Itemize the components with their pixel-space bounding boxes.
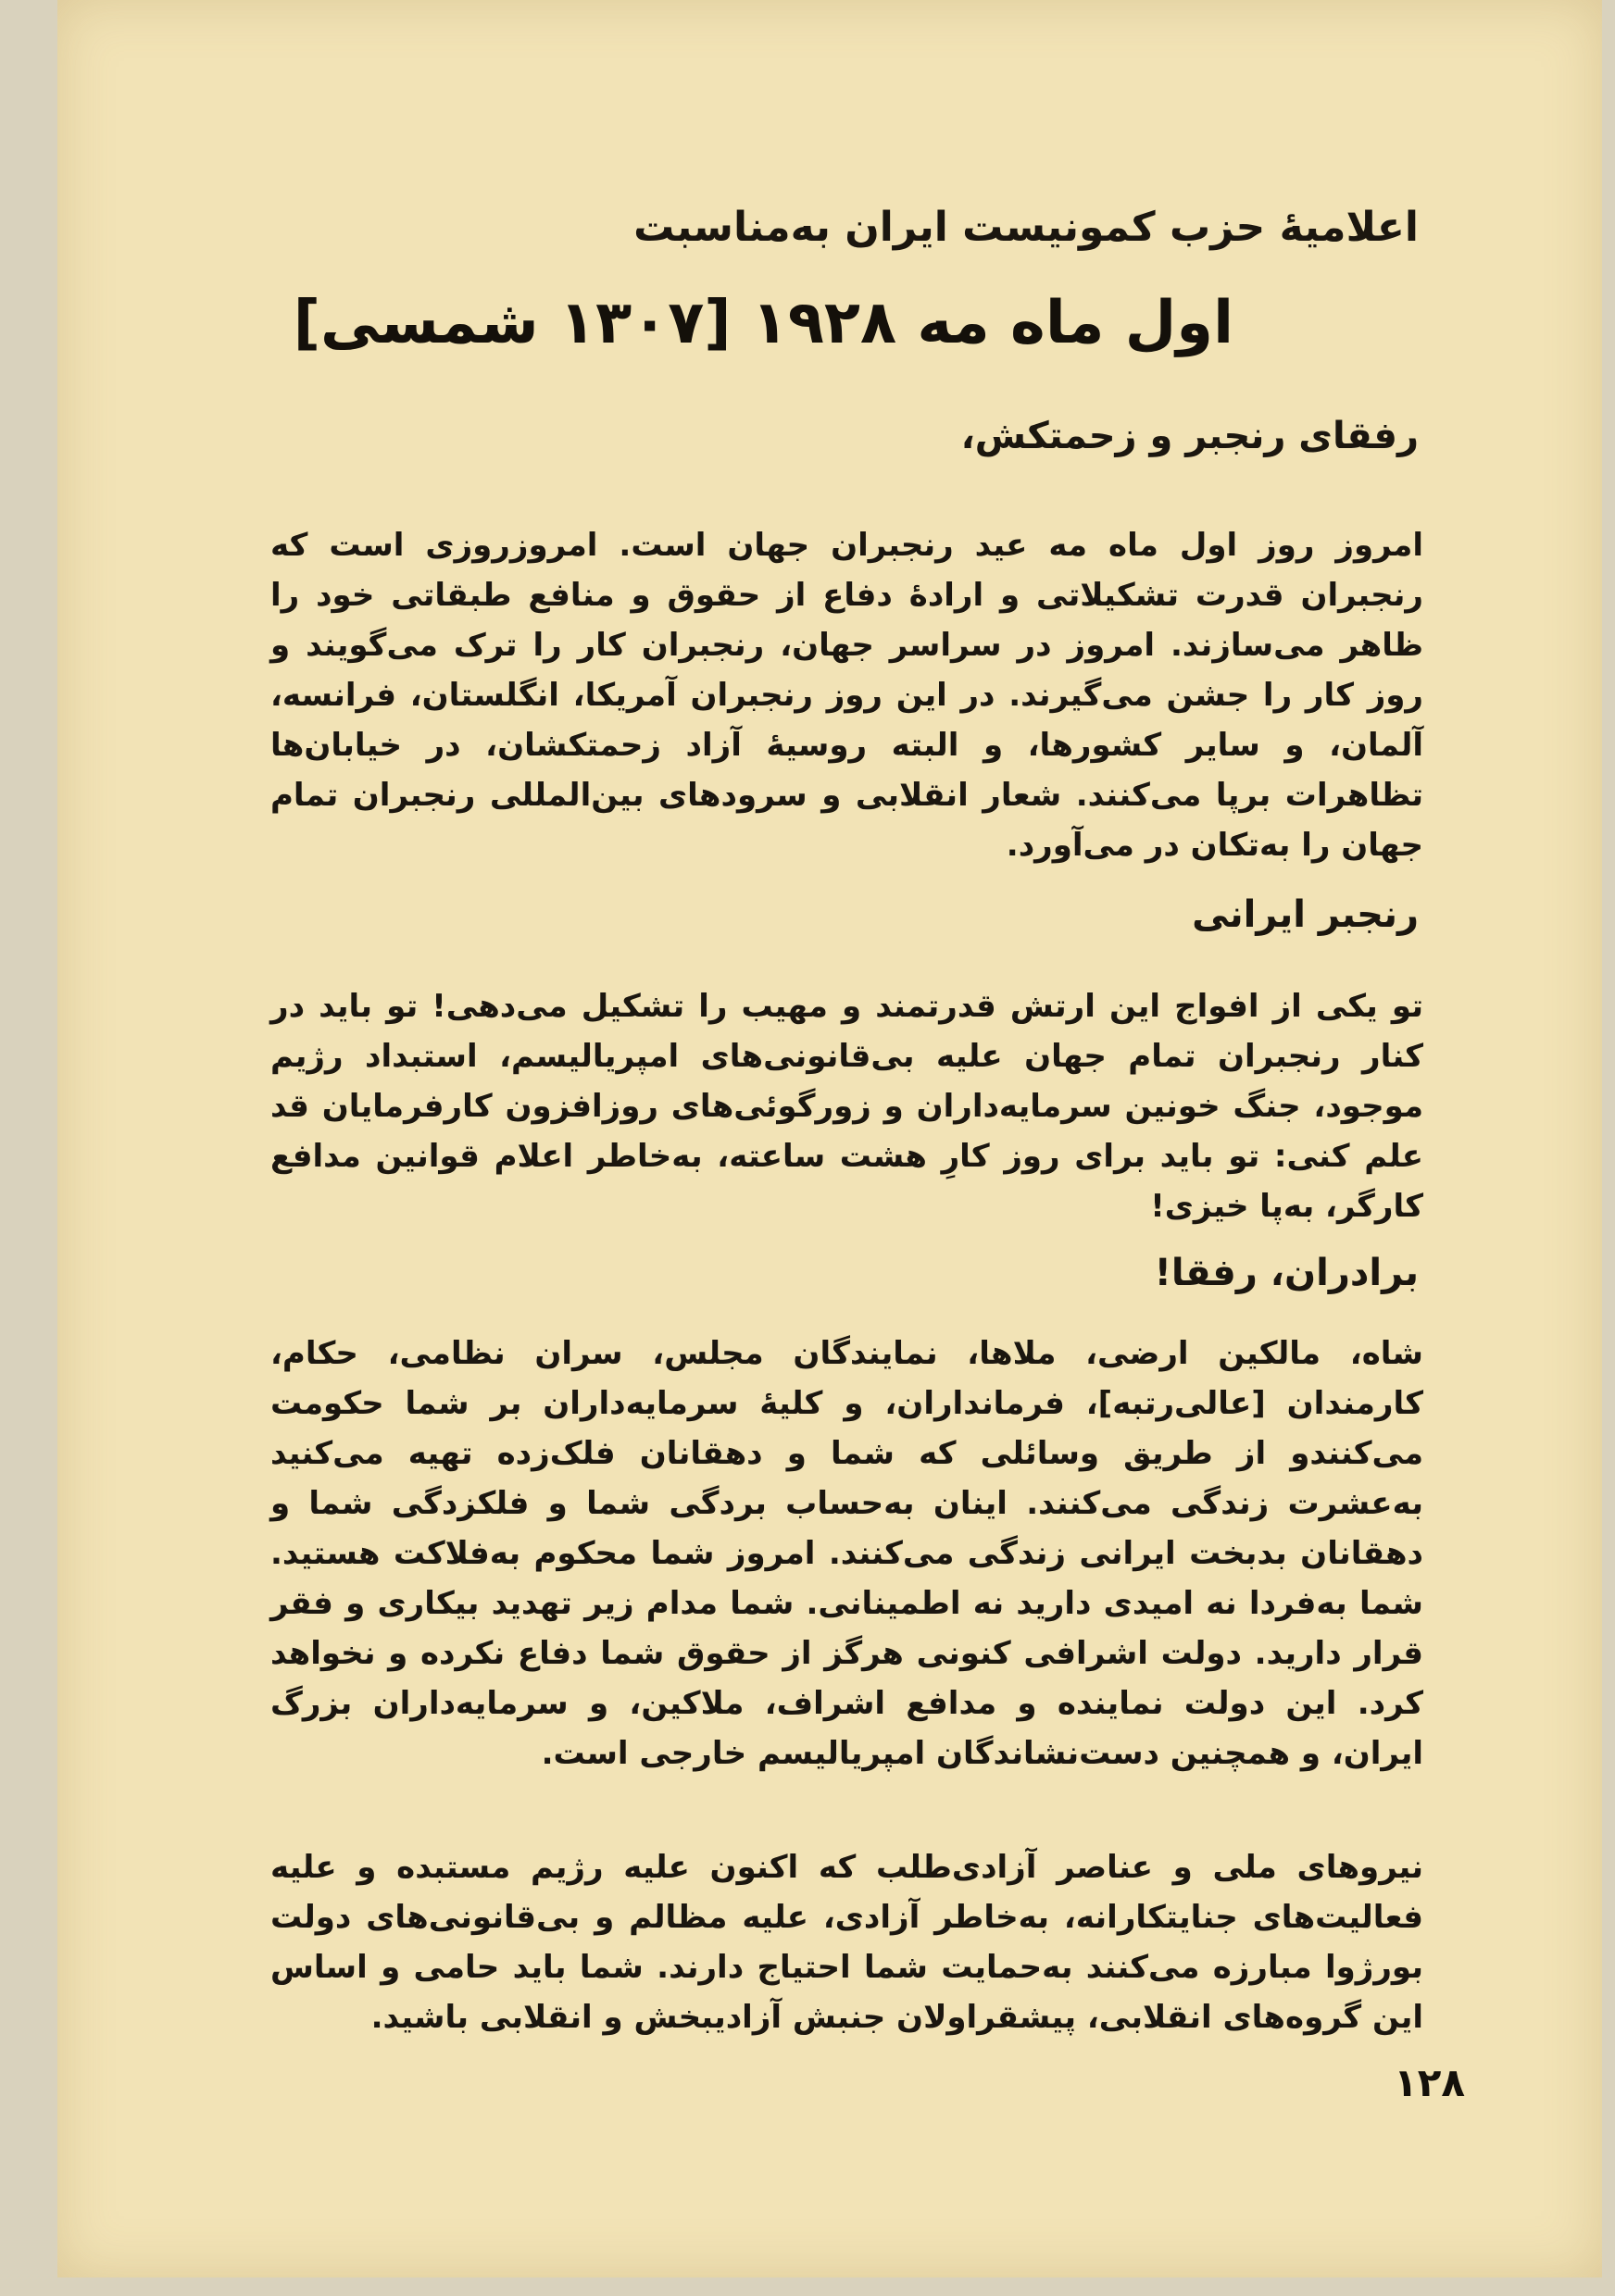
page-title: اول ماه مه ۱۹۲۸ [۱۳۰۷ شمسی] (293, 289, 1233, 357)
page-number: ۱۲۸ (1394, 2060, 1465, 2105)
subtitle: اعلامیهٔ حزب کمونیست ایران به‌مناسبت (633, 204, 1419, 251)
section-heading-comrades: رفقای رنجبر و زحمتکش، (960, 415, 1419, 457)
paragraph-may-day: امروز روز اول ماه مه عید رنجبران جهان است. امروزروزی است که رنجبران قدرت تشکیلاتی و ارادهٔ دفاع از حقوق و منافع طبقاتی خود را ظاهر می‌سازند. امروز در سراسر جهان، رنجبران کار را ترک می‌گویند و روز کار را جشن می‌گیرند. در این روز رنجبران آمریکا، انگلستان، فرانسه، آلمان، و سایر کشورها، و البته روسیهٔ آزاد زحمتکشان، در خیابان‌ها تظاهرات برپا می‌کنند. شعار انقلابی و سرودهای بین‌المللی رنجبران تمام جهان را به‌تکان در می‌آورد. (270, 527, 1423, 864)
paragraph-national-forces: نیروهای ملی و عناصر آزادی‌طلب که اکنون علیه رژیم مستبده و علیه فعالیت‌های جنایتکارانه، به‌خاطر آزادی، علیه مظالم و بی‌قانونی‌های دولت بورژوا مبارزه می‌کنند به‌حمایت شما احتیاج دارند. شما باید حامی و اساس این گروه‌های انقلابی، پیشقراولان جنبش آزادیبخش و انقلابی باشید. (270, 1849, 1423, 2036)
section-heading-brothers: برادران، رفقا! (1154, 1252, 1419, 1294)
book-page (57, 0, 1602, 2277)
section-heading-iranian-worker: رنجبر ایرانی (1192, 893, 1419, 936)
paragraph-iranian-worker: تو یکی از افواج این ارتش قدرتمند و مهیب را تشکیل می‌دهی! تو باید در کنار رنجبران تمام جهان علیه بی‌قانونی‌های امپریالیسم، استبداد رژیم موجود، جنگ خونین سرمایه‌داران و زورگوئی‌های روزافزون کارفرمایان قد علم کنی: تو باید برای روز کارِ هشت ساعته، به‌خاطر اعلام قوانین مدافع کارگر، به‌پا خیزی! (270, 988, 1423, 1225)
paragraph-rulers: شاه، مالکین ارضی، ملاها، نمایندگان مجلس، سران نظامی، حکام، کارمندان [عالی‌رتبه]، فرمانداران، و کلیهٔ سرمایه‌داران بر شما حکومت می‌کنندو از طریق وسائلی که شما و دهقانان فلک‌زده تهیه می‌کنید به‌عشرت زندگی می‌کنند. اینان به‌حساب بردگی شما و فلکزدگی شما و دهقانان بدبخت ایرانی زندگی می‌کنند. امروز شما محکوم به‌فلاکت هستید. شما به‌فردا نه امیدی دارید نه اطمینانی. شما مدام زیر تهدید بیکاری و فقر قرار دارید. دولت اشرافی کنونی هرگز از حقوق شما دفاع نکرده و نخواهد کرد. این دولت نماینده و مدافع اشراف، ملاکین، و سرمایه‌داران بزرگ ایران، و همچنین دست‌نشاندگان امپریالیسم خارجی است. (270, 1335, 1423, 1772)
